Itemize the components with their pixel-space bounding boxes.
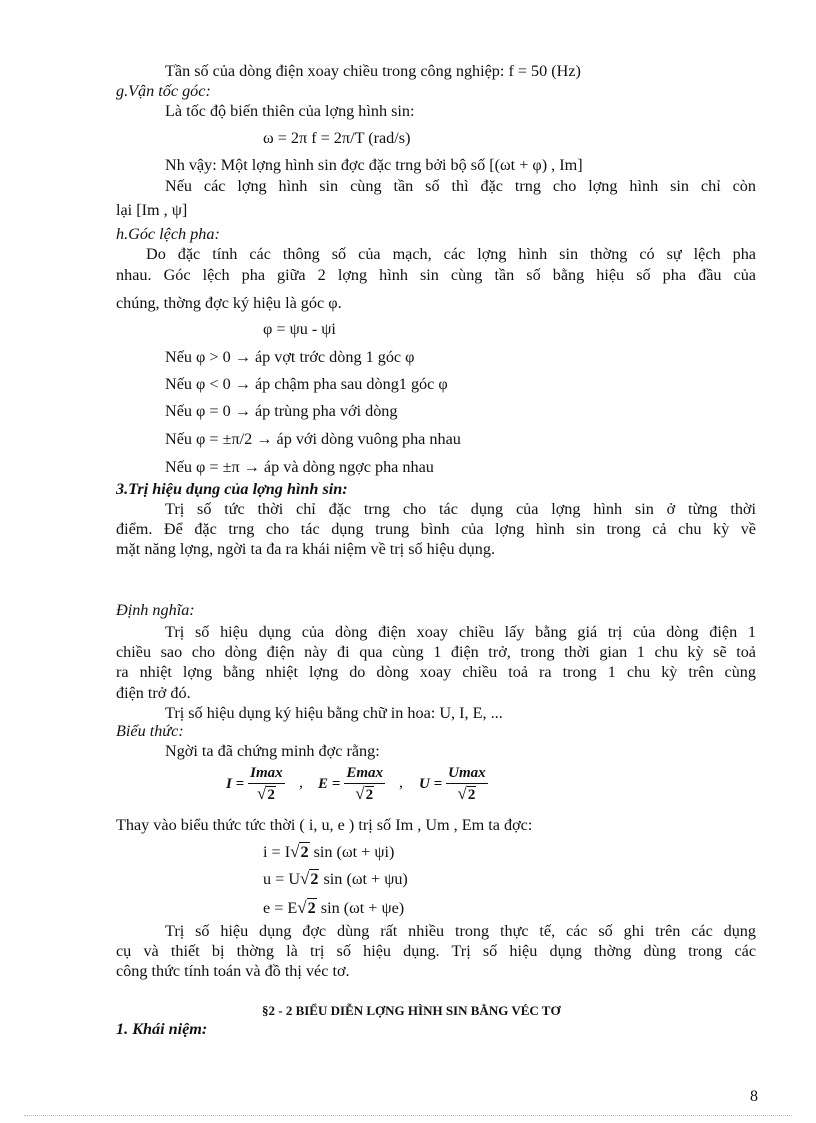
sqrt-symbol: √2 <box>297 898 316 917</box>
concept-heading: 1. Khái niệm: <box>116 1020 208 1038</box>
case-line: Nếu φ = ±π/2 → áp với dòng vuông pha nhau <box>165 430 461 448</box>
formula-lhs: U = <box>419 776 443 793</box>
case-line: Nếu φ < 0 → áp chậm pha sau dòng1 góc φ <box>165 375 448 393</box>
text-line: Trị số hiệu dụng của dòng điện xoay chiều lấy bằng giá trị của dòng điện 1 <box>165 623 756 641</box>
expression-heading: Biểu thức: <box>116 722 184 740</box>
text-line: Trị số hiệu dụng đợc dùng rất nhiều trong thực tế, các số ghi trên các dụng <box>165 922 756 940</box>
text-line: công thức tính toán và đồ thị véc tơ. <box>116 962 350 980</box>
text-line: Nh vậy: Một lợng hình sin đợc đặc trng bởi bộ số [(ωt + φ) , Im] <box>165 156 583 174</box>
formula-u: u = U√2 sin (ωt + ψu) <box>263 869 408 888</box>
formula-i: i = I√2 sin (ωt + ψi) <box>263 842 395 861</box>
omega-formula: ω = 2π f = 2π/T (rad/s) <box>263 129 411 147</box>
text-line: cụ và thiết bị thờng là trị số hiệu dụng. Trị số hiệu dụng thờng dùng trong các <box>116 942 756 960</box>
text-line: điện trở đó. <box>116 684 191 702</box>
heading-h: h.Góc lệch pha: <box>116 225 220 243</box>
section-3-heading: 3.Trị hiệu dụng của lợng hình sin: <box>116 480 348 498</box>
comma: , <box>299 774 303 791</box>
sqrt-symbol: √2 <box>256 784 275 803</box>
text-line: điểm. Để đặc trng cho tác dụng trung bình của lợng hình sin trong cả chu kỳ về <box>116 520 756 538</box>
case-line: Nếu φ = ±π → áp và dòng ngợc pha nhau <box>165 458 434 476</box>
numerator: Umax <box>446 765 488 784</box>
text-line: Do đặc tính các thông số của mạch, các lợng hình sin thờng có sự lệch pha <box>146 245 756 263</box>
fraction <box>446 765 488 804</box>
text-line: chiều sao cho dòng điện này đi qua cùng 1 điện trở, trong thời gian 1 chu kỳ sẽ toả <box>116 643 756 661</box>
denominator <box>457 784 476 804</box>
text-line: Ngời ta đã chứng minh đợc rằng: <box>165 742 380 760</box>
text-line: chúng, thờng đợc ký hiệu là góc φ. <box>116 294 342 312</box>
text-line: Là tốc độ biến thiên của lợng hình sin: <box>165 102 415 120</box>
denominator <box>355 784 374 804</box>
formula-E <box>318 765 385 804</box>
formula-U <box>419 765 488 804</box>
case-line: Nếu φ = 0 → áp trùng pha với dòng <box>165 402 398 420</box>
sqrt-symbol: √2 <box>300 869 319 888</box>
fraction <box>344 765 385 804</box>
sqrt-symbol: √2 <box>457 784 476 803</box>
case-line: Nếu φ > 0 → áp vợt trớc dòng 1 góc φ <box>165 348 415 366</box>
formula-lhs: I = <box>226 776 245 793</box>
denominator <box>257 784 276 804</box>
sqrt-symbol: √2 <box>290 842 309 861</box>
sqrt-symbol: √2 <box>355 784 374 803</box>
numerator: Imax <box>248 765 285 784</box>
formula-lhs: E = <box>318 776 341 793</box>
text-line: Trị số tức thời chỉ đặc trng cho tác dụng của lợng hình sin ở từng thời <box>165 500 756 518</box>
text-line: mặt năng lợng, ngời ta đa ra khái niệm về trị số hiệu dụng. <box>116 540 496 558</box>
definition-heading: Định nghĩa: <box>116 601 195 619</box>
comma: , <box>399 774 403 791</box>
formula-e: e = E√2 sin (ωt + ψe) <box>263 898 405 917</box>
text-line: nhau. Góc lệch pha giữa 2 lợng hình sin cùng tần số bằng hiệu số pha đầu của <box>116 266 756 284</box>
fraction <box>248 765 285 804</box>
phi-formula: φ = ψu - ψi <box>263 320 336 338</box>
text-line: lại [Im , ψ] <box>116 201 188 219</box>
text-line: Tần số của dòng điện xoay chiều trong công nghiệp: f = 50 (Hz) <box>165 62 581 80</box>
page-number: 8 <box>750 1088 758 1105</box>
text-line: Thay vào biểu thức tức thời ( i, u, e ) trị số Im , Um , Em ta đợc: <box>116 816 533 834</box>
text-line: Nếu các lợng hình sin cùng tần số thì đặc trng cho lợng hình sin chỉ còn <box>165 177 756 195</box>
heading-g: g.Vận tốc góc: <box>116 82 211 100</box>
text-line: ra nhiệt lợng bằng nhiệt lợng do dòng xoay chiều toả ra trong 1 chu kỳ trên cùng <box>116 663 756 681</box>
text-line: Trị số hiệu dụng ký hiệu bằng chữ in hoa: U, I, E, ... <box>165 704 503 722</box>
section-2-2-title: §2 - 2 BIỂU DIỄN LỢNG HÌNH SIN BẰNG VÉC TƠ <box>262 1003 561 1018</box>
numerator: Emax <box>344 765 385 784</box>
formula-I <box>226 765 285 804</box>
footer-rule <box>24 1115 792 1116</box>
